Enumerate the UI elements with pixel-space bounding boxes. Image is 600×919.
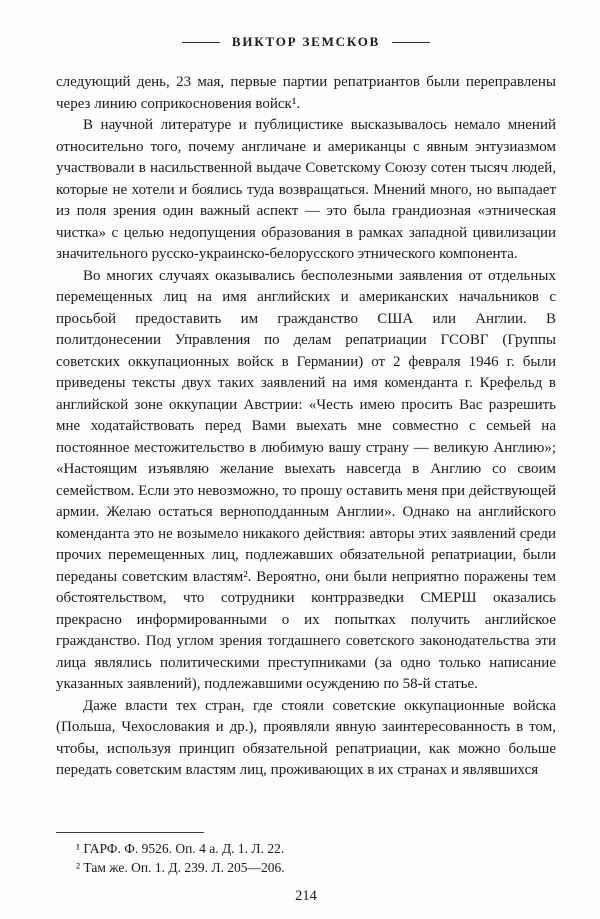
header-rule-left [182, 42, 220, 43]
running-head [56, 34, 556, 50]
paragraph-continuation: следующий день, 23 мая, первые партии репатриантов были переправлены через линию соприкосновения войск¹. [56, 74, 556, 112]
body-text [56, 72, 556, 782]
footnote-separator [56, 832, 204, 833]
footnote: ¹ ГАРФ. Ф. 9526. Оп. 4 а. Д. 1. Л. 22. [76, 841, 285, 856]
footnotes-block [56, 832, 556, 877]
paragraph: В научной литературе и публицистике высказывалось немало мнений относительно того, почему англичане и американцы с явным энтузиазмом участвовали в насильственной выдаче Советскому Союзу сотен тысяч людей, которые не хотели и боялись туда возвращаться. Мнений много, но выпадает из поля зрения один важный аспект — это была грандиозная «этническая чистка» с целью недопущения образования в рамках западной цивилизации значительного русско-украинско-белорусского этнического компонента. [56, 117, 556, 262]
paragraph: Даже власти тех стран, где стояли советские оккупационные войска (Польша, Чехословакия и др.), проявляли явную заинтересованность в том, чтобы, используя принцип обязательной репатриации, как можно больше передать советским властям лиц, проживающих в их странах и являвшихся [56, 697, 556, 778]
paragraph: Во многих случаях оказывались бесполезными заявления от отдельных перемещенных лиц на имя английских и американских начальников с просьбой предоставить им гражданство США или Англии. В политдонесении Управления по делам репатриации ГСОВГ (Группы советских оккупационных войск в Германии) от 2 февраля 1946 г. были приведены тексты двух таких заявлений на имя коменданта г. Крефельд в английской зоне оккупации Австрии: «Честь имею просить Вас разрешить мне ходатайствовать перед Вами выехать мне совместно с семьей на постоянное местожительство в любимую вашу страну — великую Англию»; «Настоящим изъявляю желание выехать навсегда в Англию со своим семейством. Если это невозможно, то прошу оставить меня при действующей армии. Желаю остаться верноподданным Англии». Однако на английского коменданта это не возымело никакого действия: авторы этих заявлений среди прочих перемещенных лиц, подлежавших обязательной репатриации, были переданы советским властям². Вероятно, они были неприятно поражены тем обстоятельством, что сотрудники контрразведки СМЕРШ оказались прекрасно информированными о их попытках получить английское гражданство. Под углом зрения тогдашнего советского законодательства эти лица являлись политическими преступниками (за одно только написание указанных заявлений), подлежавшими осуждению по 58-й статье. [56, 267, 556, 692]
author-name: ВИКТОР ЗЕМСКОВ [231, 34, 381, 49]
header-rule-right [392, 42, 430, 43]
page-number: 214 [295, 888, 317, 904]
footnote: ² Там же. Оп. 1. Д. 239. Л. 205—206. [76, 859, 285, 875]
